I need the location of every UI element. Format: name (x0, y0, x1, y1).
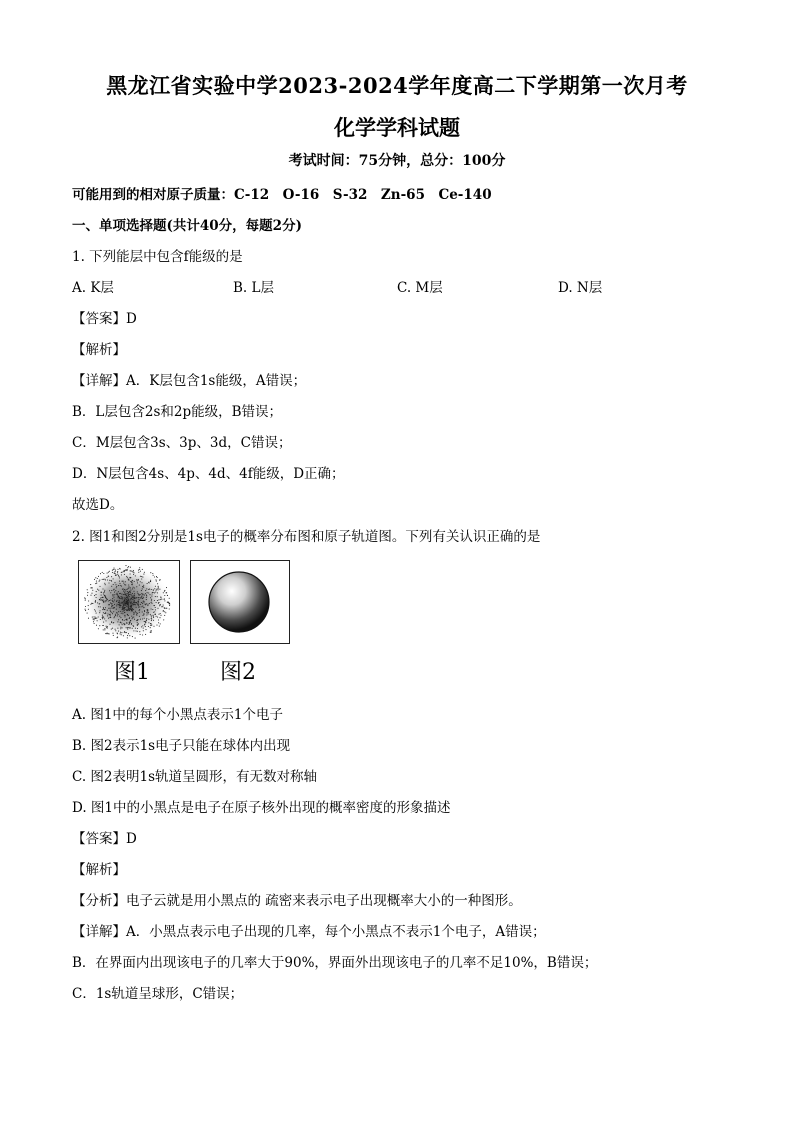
figure-2-orbital-sphere (190, 560, 290, 644)
q2-answer: 【答案】D (72, 831, 137, 847)
q1-detail-line: 故选D。 (72, 497, 124, 513)
q1-detail-line: 【详解】A．K层包含1s能级，A错误； (72, 373, 307, 389)
q1-analysis-label: 【解析】 (72, 342, 126, 358)
electron-cloud-image (79, 561, 179, 643)
figure-1-electron-cloud (78, 560, 180, 644)
q1-option-b: B. L层 (233, 280, 274, 296)
q1-stem: 1. 下列能层中包含f能级的是 (72, 249, 243, 265)
exam-meta: 考试时间：75分钟，总分：100分 (288, 153, 506, 169)
q2-detail-line: B．在界面内出现该电子的几率大于90%，界面外出现该电子的几率不足10%，B错误； (72, 955, 598, 971)
q2-analysis-label: 【解析】 (72, 862, 126, 878)
atomic-mass-line: 可能用到的相对原子质量：C-12 O-16 S-32 Zn-65 Ce-140 (72, 187, 492, 203)
exam-subtitle: 化学学科试题 (334, 115, 460, 140)
q2-option-c: C. 图2表明1s轨道呈圆形，有无数对称轴 (72, 769, 318, 785)
figure-2-label: 图2 (220, 660, 256, 685)
q2-option-d: D. 图1中的小黑点是电子在原子核外出现的概率密度的形象描述 (72, 800, 451, 816)
q1-detail-line: B．L层包含2s和2p能级，B错误； (72, 404, 283, 420)
exam-title: 黑龙江省实验中学2023-2024学年度高二下学期第一次月考 (106, 73, 688, 98)
q2-detail-line: C．1s轨道呈球形，C错误； (72, 986, 244, 1002)
section-heading: 一、单项选择题(共计40分，每题2分) (72, 218, 302, 234)
q1-detail-line: D．N层包含4s、4p、4d、4f能级，D正确； (72, 466, 345, 482)
q2-detail-line: 【分析】电子云就是用小黑点的 疏密来表示电子出现概率大小的一种图形。 (72, 893, 522, 909)
q2-option-b: B. 图2表示1s电子只能在球体内出现 (72, 738, 291, 754)
q1-option-c: C. M层 (397, 280, 443, 296)
q2-detail-line: 【详解】A．小黑点表示电子出现的几率，每个小黑点不表示1个电子，A错误； (72, 924, 546, 940)
q1-option-a: A. K层 (72, 280, 114, 296)
figure-1-label: 图1 (114, 660, 150, 685)
q2-option-a: A. 图1中的每个小黑点表示1个电子 (72, 707, 284, 723)
q1-detail-line: C．M层包含3s、3p、3d，C错误； (72, 435, 292, 451)
q1-option-d: D. N层 (558, 280, 603, 296)
sphere-image (191, 561, 289, 643)
q1-answer: 【答案】D (72, 311, 137, 327)
q2-stem: 2. 图1和图2分别是1s电子的概率分布图和原子轨道图。下列有关认识正确的是 (72, 529, 541, 545)
